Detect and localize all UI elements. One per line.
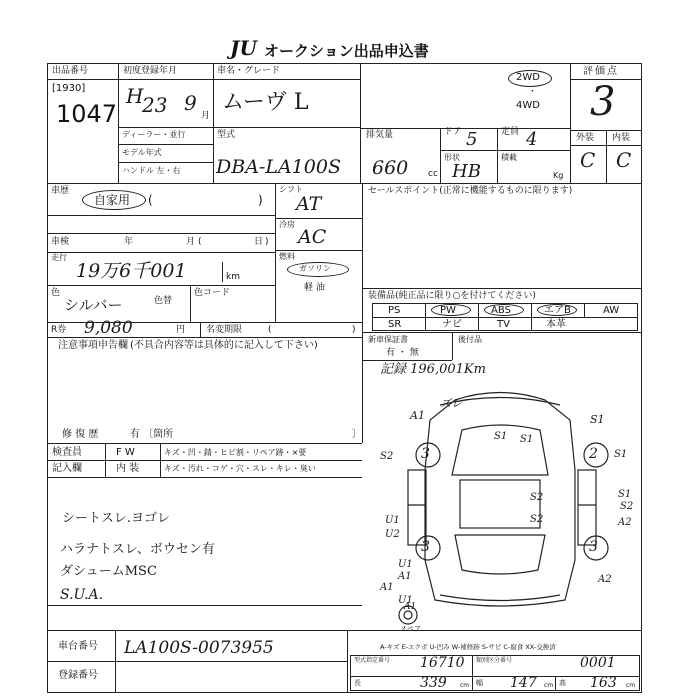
inspector-label: 検査員 <box>52 447 82 458</box>
displacement-unit: cc <box>428 169 438 179</box>
height-unit: cm <box>626 682 636 689</box>
reg-number-label: 登録番号 <box>58 670 98 681</box>
color-label: 色 <box>51 288 61 298</box>
new-record-value: 有 ・ 無 <box>386 348 419 358</box>
length-value: 339 <box>420 675 447 691</box>
capacity-label: 定員 <box>501 127 520 137</box>
length-unit: cm <box>460 682 470 689</box>
model-year-label: モデル年式 <box>122 148 162 157</box>
sales-label: セールスポイント(正常に機能するものに限ります) <box>368 186 573 196</box>
repair-value: 有 〔箇所 <box>130 429 174 440</box>
dealer-label: ディーラー・並行 <box>122 130 186 139</box>
after-parts-label: 後付品 <box>458 335 482 344</box>
reg-year: 23 <box>142 93 168 117</box>
color-code: 色コード <box>194 288 231 298</box>
ext-defects: キズ・凹・錆・ヒビ割・リペア跡・×要 <box>164 448 307 457</box>
new-record-label: 新車保証書 <box>368 335 408 344</box>
notes-sub: (不具合内容等は具体的に記入して下さい) <box>130 340 318 351</box>
ju-logo: JU <box>230 36 257 60</box>
mark-a1-front: A1 <box>410 409 425 422</box>
wheel-mark-rr: 3 <box>589 539 598 555</box>
note-line-2: ハラナトスレ、ボウセン有 <box>60 542 215 557</box>
equip-label: 装備品(純正品に限り○を付けてください) <box>368 291 536 301</box>
length-label: 長 <box>354 679 361 687</box>
mark-u1-a: U1 <box>385 515 400 526</box>
odo-note: 記録 196,001Km <box>380 362 486 377</box>
equip-pw: PW <box>440 305 456 316</box>
ac-value: AC <box>298 226 327 248</box>
mark-a1-d: A1 <box>404 602 417 612</box>
shift-label: シフト <box>279 185 303 194</box>
equip-aw: AW <box>603 305 620 316</box>
history-value: 自家用 <box>94 193 131 207</box>
mark-s2-c: S2 <box>530 514 544 525</box>
mark-s2-d: S2 <box>620 501 634 512</box>
mark-a1-c: A1 <box>398 571 412 582</box>
model-code-label: 型式指定番号 <box>354 657 391 664</box>
color-change: 色替 <box>154 296 173 306</box>
reg-month: 9 <box>184 91 197 115</box>
class-code-label: 類別区分番号 <box>476 657 513 664</box>
doors-label: ドア <box>444 127 462 137</box>
equip-airbag: エアB <box>544 305 571 316</box>
width-value: 147 <box>510 675 537 691</box>
shape-label: 形状 <box>444 153 460 162</box>
form-title: オークション出品申込書 <box>264 42 429 60</box>
mileage-value: 19万6千001 <box>76 260 187 282</box>
height-label: 高 <box>559 679 566 687</box>
reg-month-unit: 月 <box>201 111 211 121</box>
note-line-4: S.U.A. <box>60 587 104 603</box>
displacement-value: 660 <box>372 157 409 179</box>
ext-grade: C <box>580 148 596 172</box>
inspection-label: 車検 <box>51 237 70 247</box>
inspection-year: 年 <box>124 237 134 247</box>
load-label: 積載 <box>501 153 517 162</box>
model-code: 16710 <box>420 655 465 671</box>
drive-4wd: 4WD <box>516 100 540 111</box>
class-code: 0001 <box>580 655 616 671</box>
model-value: DBA-LA100S <box>216 156 341 178</box>
mark-s2-b: S2 <box>530 492 544 503</box>
car-name: ムーヴ L <box>222 90 309 115</box>
notes-label: 注意事項申告欄 <box>58 340 128 351</box>
ext-label: 外装 <box>576 133 595 143</box>
int-defects: キズ・汚れ・コゲ・穴・スレ・キレ・臭い <box>164 464 316 473</box>
repair-label: 修 復 歴 <box>62 429 99 440</box>
mark-u2: U2 <box>385 529 400 540</box>
color-value: シルバー <box>64 296 123 314</box>
wheel-mark-fr: 2 <box>589 446 598 462</box>
shift-value: AT <box>296 193 322 215</box>
vin-label: 車台番号 <box>58 641 98 652</box>
inspection-month: 月 <box>186 237 196 247</box>
mileage-label: 走行 <box>51 253 67 262</box>
mileage-unit: km <box>226 272 240 282</box>
mark-a1-b: A1 <box>380 582 394 593</box>
ac-label: 冷房 <box>279 220 295 229</box>
note-line-3: ダシュームMSC <box>60 564 157 579</box>
int-label: 内装 <box>612 133 631 143</box>
shape-value: HB <box>452 161 481 182</box>
mark-a2-a: A2 <box>618 517 632 528</box>
mark-u1-c: U1 <box>398 595 413 606</box>
mark-s1-a: S1 <box>590 413 605 426</box>
spare-label: スペア <box>400 625 421 633</box>
fuel-value: ガソリン <box>299 264 331 273</box>
grade-value: 3 <box>590 79 616 125</box>
doors-value: 5 <box>466 129 478 150</box>
name-change-label: 名変期限 <box>206 325 243 335</box>
lot-sub: [1930] <box>52 83 86 94</box>
note-line-1: シートスレ.ヨゴレ <box>62 511 171 526</box>
reg-year-label: 初度登録年月 <box>123 66 178 76</box>
equip-abs: ABS <box>491 305 511 316</box>
mark-zure: ズレ <box>440 397 462 410</box>
mark-s1-c: S1 <box>614 449 628 460</box>
capacity-value: 4 <box>526 129 538 150</box>
width-unit: cm <box>544 682 554 689</box>
car-name-label: 車名・グレード <box>217 66 281 76</box>
reg-era: H <box>126 84 144 108</box>
fw-label: F W <box>116 447 135 458</box>
recycle-unit: 円 <box>176 325 186 335</box>
fuel-label: 燃料 <box>279 252 295 261</box>
int-grade: C <box>616 148 632 172</box>
equip-leather: 本革 <box>546 319 566 330</box>
mark-s1-d: S1 <box>618 489 632 500</box>
damage-legend: A-キズ E-エクボ U-凹み W-補修跡 S-サビ C-腐食 XX-交換済 <box>380 643 556 651</box>
mark-s2-a: S2 <box>380 451 394 462</box>
lot-label: 出品番号 <box>52 66 89 76</box>
equip-navi: ナビ <box>442 319 462 330</box>
equip-ps: PS <box>388 305 401 316</box>
mark-s1-e: S1 <box>494 431 508 442</box>
mark-s1-b: S1 <box>520 434 534 445</box>
interior-label: 内 装 <box>116 463 140 474</box>
wheel-mark-fl: 3 <box>421 446 430 462</box>
model-label: 型式 <box>217 130 236 140</box>
recycle-label: R券 <box>51 325 67 335</box>
entry-label: 記入欄 <box>52 463 82 474</box>
kg-unit: Kg <box>553 171 564 180</box>
mark-a2-b: A2 <box>598 574 612 585</box>
history-label: 車歴 <box>51 186 70 196</box>
displacement-label: 排気量 <box>366 130 394 140</box>
fuel-diesel: 軽 油 <box>304 283 325 293</box>
mark-u1-b: U1 <box>398 559 413 570</box>
lot-number: 1047 <box>56 100 118 128</box>
width-label: 幅 <box>476 679 483 687</box>
equip-sr: SR <box>388 319 402 330</box>
grade-label: 評価点 <box>583 66 619 77</box>
height-value: 163 <box>590 675 617 691</box>
recycle-value: 9,080 <box>84 318 133 338</box>
drive-2wd: 2WD <box>516 72 540 83</box>
equip-tv: TV <box>497 319 510 330</box>
inspection-day: 日 <box>254 237 264 247</box>
handle-label: ハンドル 左・右 <box>122 166 181 175</box>
wheel-mark-rl: 3 <box>421 539 430 555</box>
vin-value: LA100S-0073955 <box>124 638 274 658</box>
